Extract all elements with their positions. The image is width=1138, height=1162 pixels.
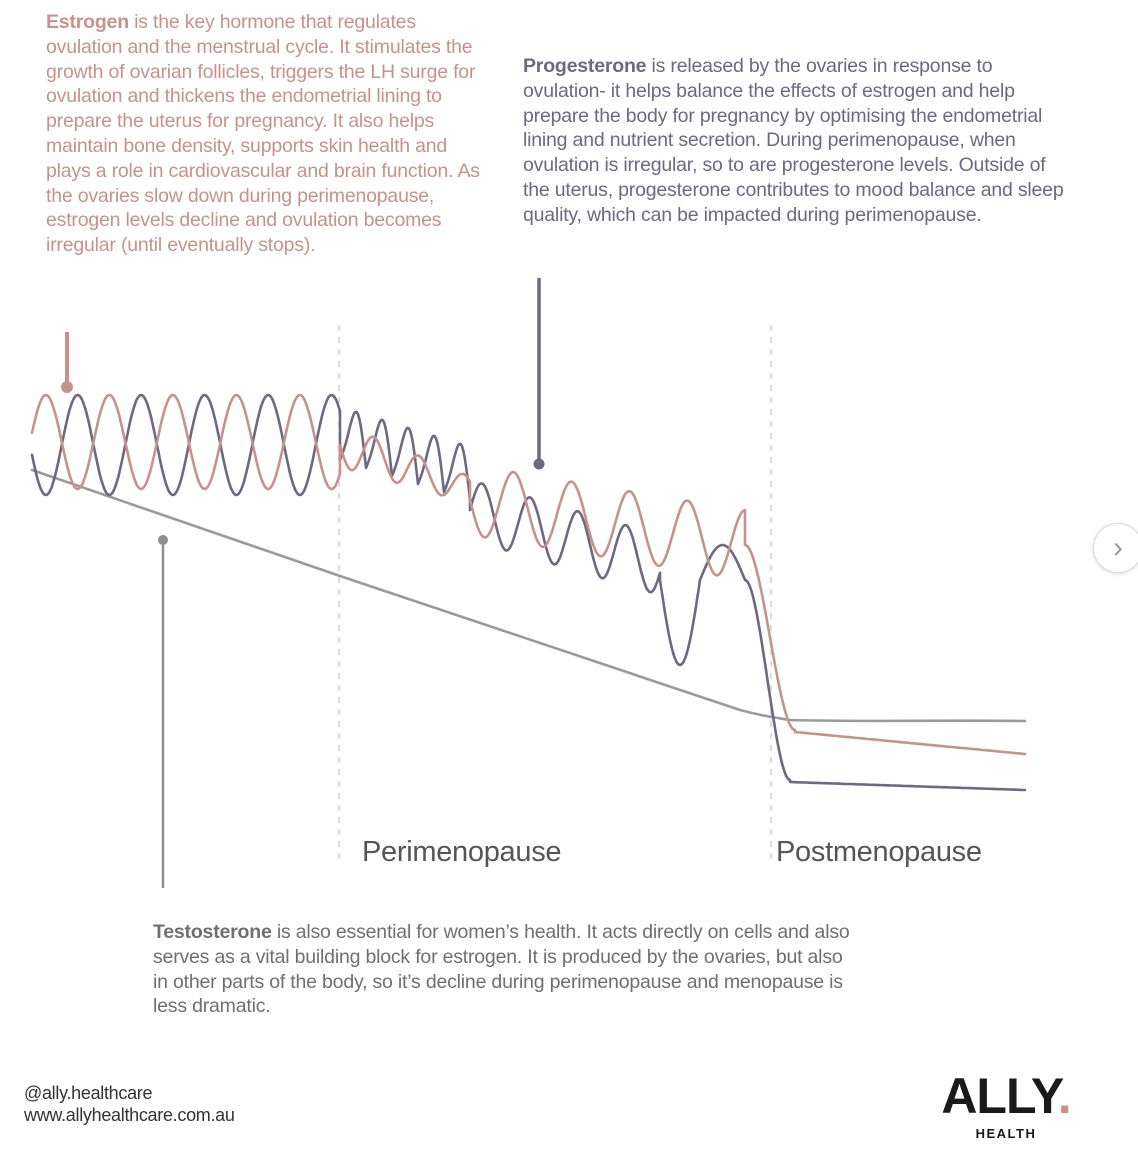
progesterone-body: is released by the ovaries in response to ovulation- it helps balance the effects of estrogen and help prepare the body for pregnancy by optimising the endometrial lining and nutrient secretion. During perimenopause, when ovulation is irregular, so to are progesterone levels. Outside of the uterus, progesterone contributes to mood balance and sleep quality, which can be impacted during perimenopause. bbox=[523, 55, 1064, 226]
ally-health-logo bbox=[926, 1068, 1086, 1141]
perimenopause-label: Perimenopause bbox=[362, 836, 562, 868]
chevron-right-icon: › bbox=[1113, 531, 1123, 564]
logo-subtitle: HEALTH bbox=[975, 1126, 1037, 1141]
testosterone-pointer bbox=[158, 535, 168, 888]
estrogen-pointer bbox=[61, 332, 73, 393]
testosterone-description bbox=[153, 920, 853, 1019]
progesterone-pointer bbox=[534, 278, 545, 470]
estrogen-label: Estrogen bbox=[46, 11, 129, 33]
next-slide-button[interactable] bbox=[1093, 523, 1138, 573]
testosterone-label: Testosterone bbox=[153, 921, 272, 943]
estrogen-curve bbox=[32, 395, 1025, 754]
progesterone-curve bbox=[32, 395, 1025, 790]
progesterone-label: Progesterone bbox=[523, 55, 647, 77]
postmenopause-label: Postmenopause bbox=[776, 836, 982, 868]
social-handle[interactable]: @ally.healthcare bbox=[24, 1083, 153, 1103]
estrogen-body: is the key hormone that regulates ovulation and the menstrual cycle. It stimulates the growth of ovarian follicles, triggers the LH surge for ovulation and thickens the endometrial lining to prepare the uterus for pregnancy. It also helps maintain bone density, supports skin health and plays a role in cardiovascular and brain function. As the ovaries slow down during perimenopause, estrogen levels decline and ovulation becomes irregular (until eventually stops). bbox=[46, 11, 480, 257]
testosterone-body: is also essential for women’s health. It acts directly on cells and also serves as a vital building block for estrogen. It is produced by the ovaries, but also in other parts of the body, so it’s decline during perimenopause and menopause is less dramatic. bbox=[153, 921, 850, 1018]
logo-wordmark: ALLY. bbox=[941, 1068, 1071, 1124]
website-link[interactable]: www.allyhealthcare.com.au bbox=[24, 1105, 235, 1125]
